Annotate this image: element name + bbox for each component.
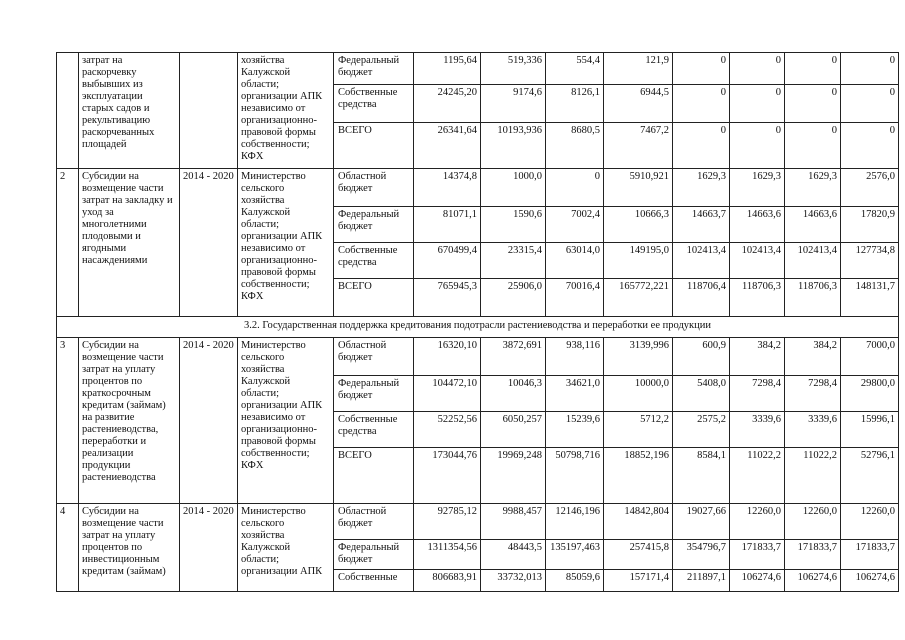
amount-cell: 7002,4 (546, 207, 604, 243)
table-row (57, 504, 899, 540)
amount-cell: 12260,0 (730, 504, 785, 540)
amount-cell: 0 (785, 85, 841, 123)
funding-source: Федеральный бюджет (334, 207, 414, 243)
amount-cell: 12260,0 (841, 504, 899, 540)
amount-cell: 85059,6 (546, 570, 604, 592)
amount-cell: 106274,6 (730, 570, 785, 592)
funding-source: Собственные средства (334, 243, 414, 279)
amount-cell: 6944,5 (604, 85, 673, 123)
amount-cell: 29800,0 (841, 376, 899, 412)
amount-cell: 14663,6 (730, 207, 785, 243)
amount-cell: 14663,7 (673, 207, 730, 243)
funding-source: Областной бюджет (334, 338, 414, 376)
amount-cell: 15239,6 (546, 412, 604, 448)
item-executor: Министерство сельского хозяйства Калужской области; организации АПК (238, 504, 334, 592)
amount-cell: 63014,0 (546, 243, 604, 279)
amount-cell: 25906,0 (481, 279, 546, 317)
item-number: 4 (57, 504, 79, 592)
amount-cell: 0 (730, 123, 785, 169)
funding-source: Собственные средства (334, 412, 414, 448)
amount-cell: 6050,257 (481, 412, 546, 448)
amount-cell: 9988,457 (481, 504, 546, 540)
amount-cell: 1629,3 (673, 169, 730, 207)
table-row (57, 53, 899, 85)
amount-cell: 14663,6 (785, 207, 841, 243)
amount-cell: 0 (730, 53, 785, 85)
amount-cell: 171833,7 (841, 540, 899, 570)
amount-cell: 135197,463 (546, 540, 604, 570)
amount-cell: 1195,64 (414, 53, 481, 85)
funding-source: Областной бюджет (334, 504, 414, 540)
amount-cell: 765945,3 (414, 279, 481, 317)
funding-source: Федеральный бюджет (334, 53, 414, 85)
amount-cell: 354796,7 (673, 540, 730, 570)
amount-cell: 7298,4 (730, 376, 785, 412)
amount-cell: 81071,1 (414, 207, 481, 243)
amount-cell: 19969,248 (481, 448, 546, 504)
amount-cell: 127734,8 (841, 243, 899, 279)
amount-cell: 148131,7 (841, 279, 899, 317)
item-period: 2014 - 2020 (180, 169, 238, 317)
amount-cell: 24245,20 (414, 85, 481, 123)
amount-cell: 26341,64 (414, 123, 481, 169)
amount-cell: 3339,6 (730, 412, 785, 448)
section-title: 3.2. Государственная поддержка кредитования подотрасли растениеводства и переработки ее продукции (57, 317, 899, 338)
amount-cell: 8126,1 (546, 85, 604, 123)
amount-cell: 10193,936 (481, 123, 546, 169)
amount-cell: 50798,716 (546, 448, 604, 504)
amount-cell: 18852,196 (604, 448, 673, 504)
amount-cell: 104472,10 (414, 376, 481, 412)
amount-cell: 9174,6 (481, 85, 546, 123)
amount-cell: 5910,921 (604, 169, 673, 207)
amount-cell: 257415,8 (604, 540, 673, 570)
amount-cell: 670499,4 (414, 243, 481, 279)
amount-cell: 171833,7 (730, 540, 785, 570)
amount-cell: 1311354,56 (414, 540, 481, 570)
amount-cell: 5712,2 (604, 412, 673, 448)
amount-cell: 5408,0 (673, 376, 730, 412)
item-executor: хозяйства Калужской области; организации АПК независимо от организационно-правовой формы собственности; КФХ (238, 53, 334, 169)
amount-cell: 16320,10 (414, 338, 481, 376)
item-name: Субсидии на возмещение части затрат на уплату процентов по инвестиционным кредитам (займам) (79, 504, 180, 592)
amount-cell: 0 (673, 85, 730, 123)
funding-source: Собственные (334, 570, 414, 592)
amount-cell: 10666,3 (604, 207, 673, 243)
item-number: 3 (57, 338, 79, 504)
amount-cell: 3139,996 (604, 338, 673, 376)
amount-cell: 48443,5 (481, 540, 546, 570)
amount-cell: 3872,691 (481, 338, 546, 376)
amount-cell: 118706,3 (730, 279, 785, 317)
amount-cell: 211897,1 (673, 570, 730, 592)
amount-cell: 3339,6 (785, 412, 841, 448)
amount-cell: 23315,4 (481, 243, 546, 279)
amount-cell: 34621,0 (546, 376, 604, 412)
amount-cell: 70016,4 (546, 279, 604, 317)
amount-cell: 92785,12 (414, 504, 481, 540)
item-number: 2 (57, 169, 79, 317)
amount-cell: 157171,4 (604, 570, 673, 592)
amount-cell: 0 (841, 85, 899, 123)
item-name: затрат на раскорчевку выбывших из эксплуатации старых садов и рекультивацию раскорчеванных площадей (79, 53, 180, 169)
amount-cell: 7467,2 (604, 123, 673, 169)
amount-cell: 0 (841, 53, 899, 85)
amount-cell: 0 (673, 53, 730, 85)
amount-cell: 0 (673, 123, 730, 169)
amount-cell: 8584,1 (673, 448, 730, 504)
funding-source: ВСЕГО (334, 279, 414, 317)
item-period: 2014 - 2020 (180, 338, 238, 504)
amount-cell: 33732,013 (481, 570, 546, 592)
amount-cell: 0 (730, 85, 785, 123)
amount-cell: 106274,6 (841, 570, 899, 592)
amount-cell: 8680,5 (546, 123, 604, 169)
amount-cell: 173044,76 (414, 448, 481, 504)
amount-cell: 10000,0 (604, 376, 673, 412)
item-executor: Министерство сельского хозяйства Калужской области; организации АПК независимо от организационно-правовой формы собственности; КФХ (238, 338, 334, 504)
funding-source: ВСЕГО (334, 123, 414, 169)
amount-cell: 165772,221 (604, 279, 673, 317)
amount-cell: 519,336 (481, 53, 546, 85)
amount-cell: 11022,2 (785, 448, 841, 504)
item-name: Субсидии на возмещение части затрат на закладку и уход за многолетними плодовыми и ягодными насаждениями (79, 169, 180, 317)
amount-cell: 0 (841, 123, 899, 169)
budget-table (56, 52, 899, 592)
amount-cell: 384,2 (785, 338, 841, 376)
amount-cell: 0 (546, 169, 604, 207)
amount-cell: 118706,4 (673, 279, 730, 317)
amount-cell: 171833,7 (785, 540, 841, 570)
amount-cell: 11022,2 (730, 448, 785, 504)
amount-cell: 15996,1 (841, 412, 899, 448)
amount-cell: 7298,4 (785, 376, 841, 412)
amount-cell: 7000,0 (841, 338, 899, 376)
table-row (57, 169, 899, 207)
amount-cell: 384,2 (730, 338, 785, 376)
amount-cell: 14374,8 (414, 169, 481, 207)
item-name: Субсидии на возмещение части затрат на уплату процентов по краткосрочным кредитам (займам) на развитие растениеводства, переработки и реализации продукции растениеводства (79, 338, 180, 504)
amount-cell: 102413,4 (730, 243, 785, 279)
funding-source: Федеральный бюджет (334, 376, 414, 412)
amount-cell: 806683,91 (414, 570, 481, 592)
funding-source: Собственные средства (334, 85, 414, 123)
amount-cell: 1629,3 (785, 169, 841, 207)
amount-cell: 554,4 (546, 53, 604, 85)
table-row (57, 338, 899, 376)
amount-cell: 52252,56 (414, 412, 481, 448)
item-period: 2014 - 2020 (180, 504, 238, 592)
amount-cell: 102413,4 (673, 243, 730, 279)
item-number (57, 53, 79, 169)
amount-cell: 1000,0 (481, 169, 546, 207)
amount-cell: 102413,4 (785, 243, 841, 279)
amount-cell: 0 (785, 123, 841, 169)
amount-cell: 149195,0 (604, 243, 673, 279)
amount-cell: 10046,3 (481, 376, 546, 412)
amount-cell: 938,116 (546, 338, 604, 376)
amount-cell: 12260,0 (785, 504, 841, 540)
item-executor: Министерство сельского хозяйства Калужской области; организации АПК независимо от организационно-правовой формы собственности; КФХ (238, 169, 334, 317)
amount-cell: 2576,0 (841, 169, 899, 207)
amount-cell: 121,9 (604, 53, 673, 85)
amount-cell: 106274,6 (785, 570, 841, 592)
amount-cell: 14842,804 (604, 504, 673, 540)
amount-cell: 2575,2 (673, 412, 730, 448)
amount-cell: 1590,6 (481, 207, 546, 243)
amount-cell: 52796,1 (841, 448, 899, 504)
funding-source: Областной бюджет (334, 169, 414, 207)
amount-cell: 17820,9 (841, 207, 899, 243)
amount-cell: 118706,3 (785, 279, 841, 317)
funding-source: Федеральный бюджет (334, 540, 414, 570)
amount-cell: 1629,3 (730, 169, 785, 207)
amount-cell: 0 (785, 53, 841, 85)
amount-cell: 600,9 (673, 338, 730, 376)
amount-cell: 19027,66 (673, 504, 730, 540)
section-header-row (57, 317, 899, 338)
funding-source: ВСЕГО (334, 448, 414, 504)
amount-cell: 12146,196 (546, 504, 604, 540)
item-period (180, 53, 238, 169)
